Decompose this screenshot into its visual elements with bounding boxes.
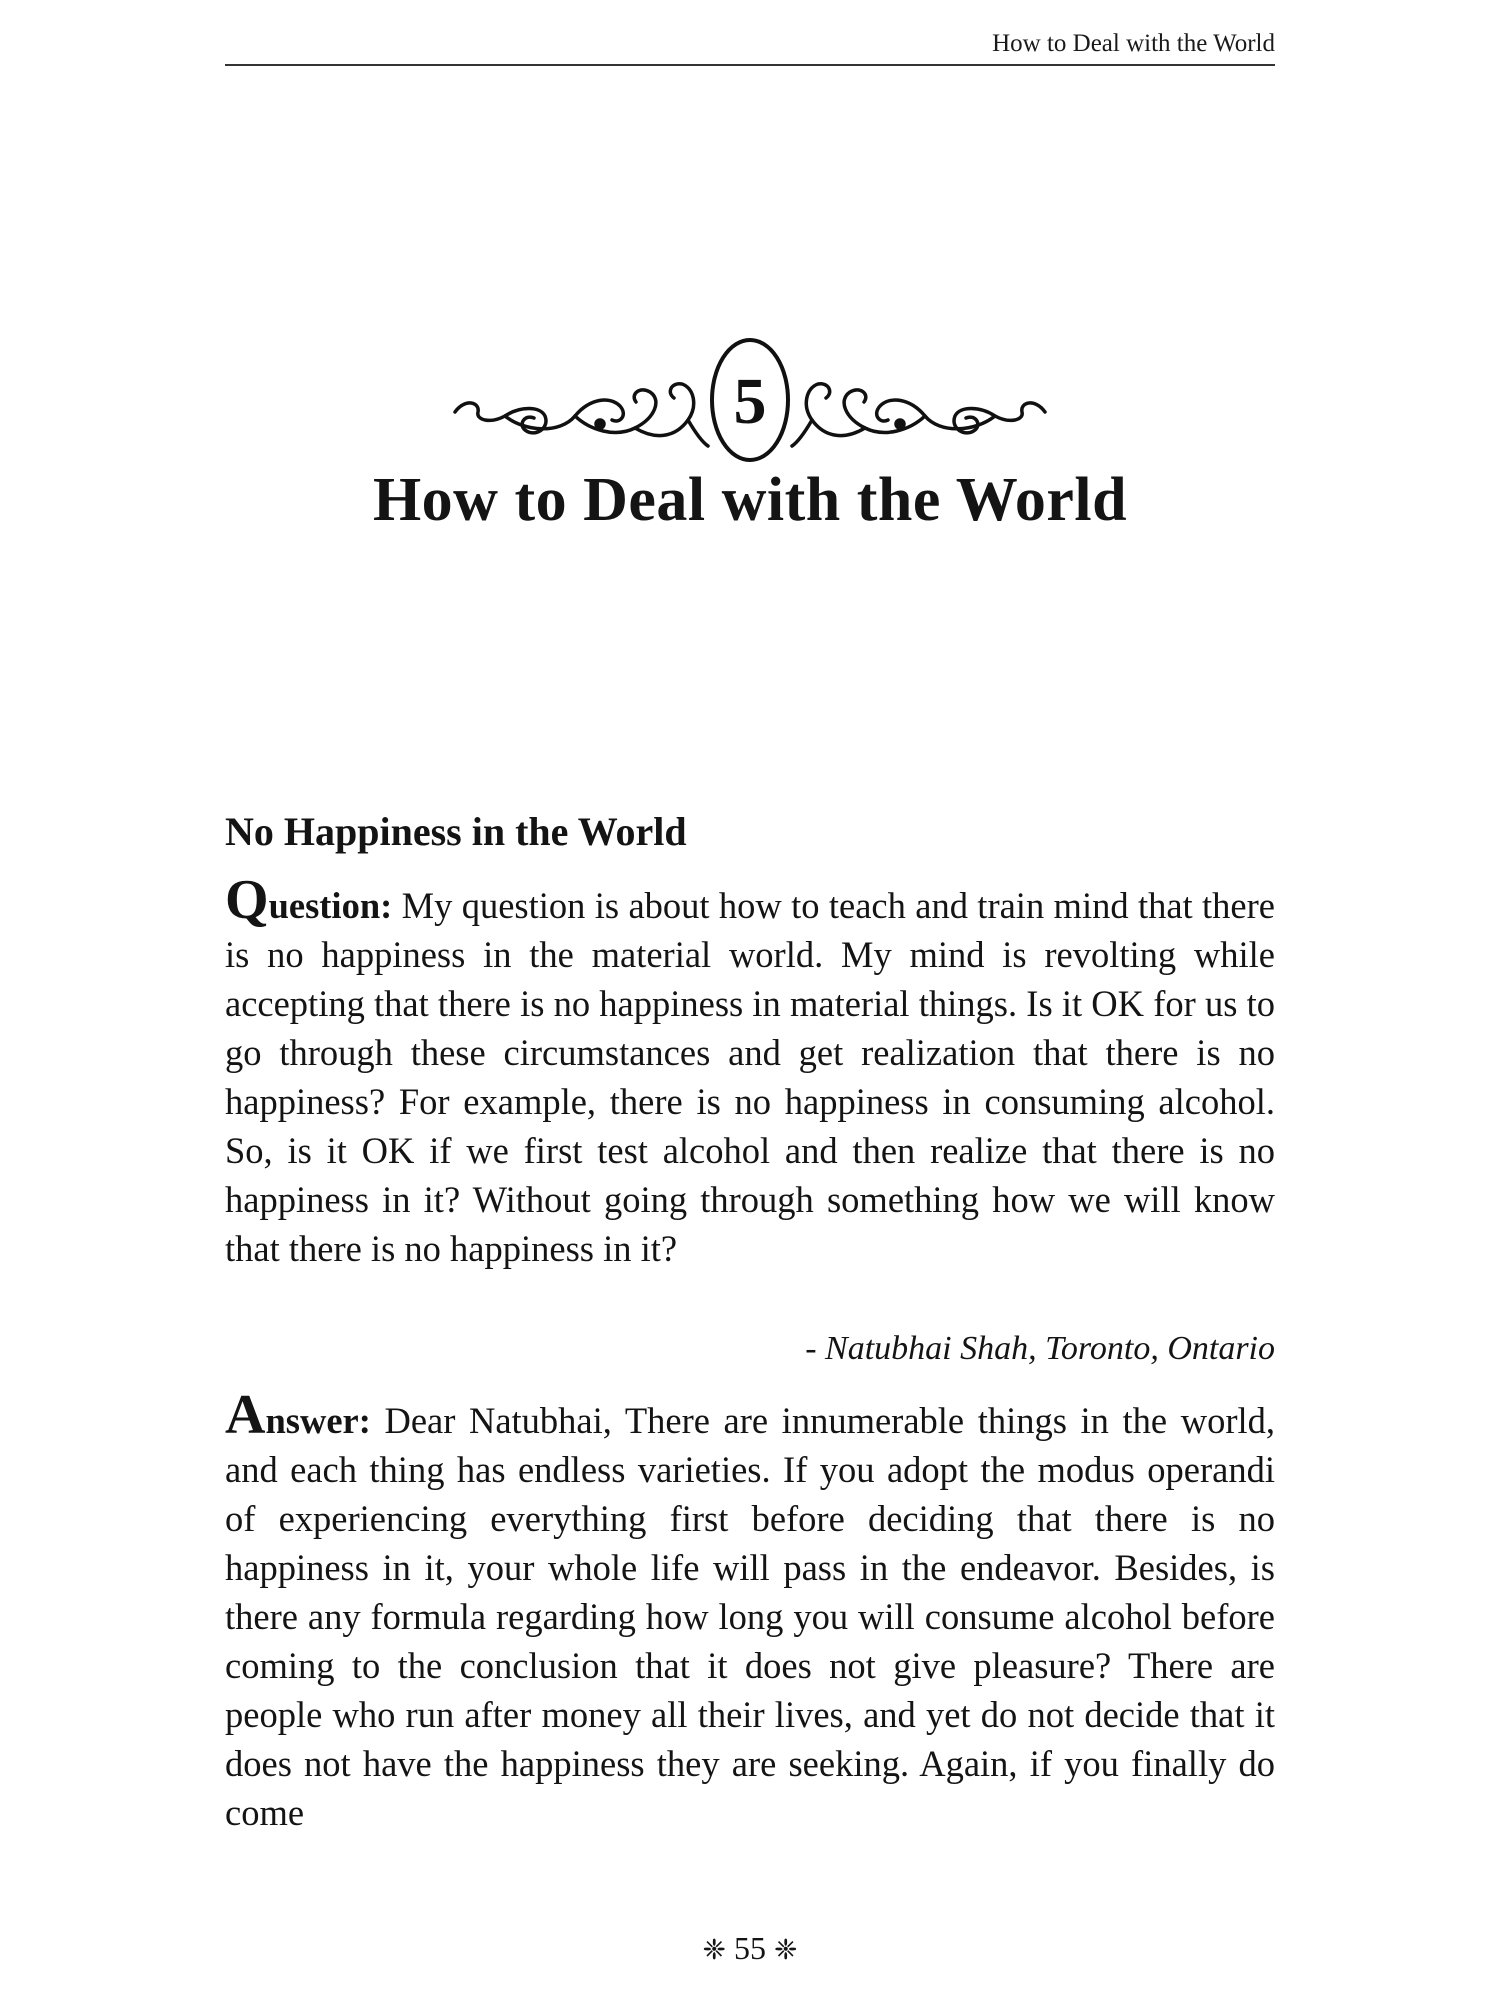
folio-right-ornament-icon: ❈	[774, 1935, 798, 1966]
running-head: How to Deal with the World	[992, 30, 1275, 57]
chapter-title: How to Deal with the World	[372, 466, 1128, 534]
question-text: My question is about how to teach and train mind that there is no happiness in the material world. My mind is revolting while accepting that there is no happiness in material things. Is it OK for us to go through these circumstances and get realization that there is no happiness? For example, there is no happiness in consuming alcohol. So, is it OK if we first test alcohol and then realize that there is no happiness in it? Without going through something how we will know that there is no happiness in it?	[225, 885, 1275, 1269]
right-flourish-icon	[792, 384, 1045, 446]
left-flourish-icon	[455, 384, 708, 446]
answer-paragraph	[225, 1384, 1275, 1837]
page-number: 55	[734, 1930, 766, 1966]
section-heading: No Happiness in the World	[225, 809, 687, 854]
answer-text: Dear Natubhai, There are innumerable things in the world, and each thing has endless varieties. If you adopt the modus operandi of experiencing everything first before deciding that there is no happiness in it, your whole life will pass in the endeavor. Besides, is there any formula regarding how long you will consume alcohol before coming to the conclusion that it does not give pleasure? There are people who run after money all their lives, and yet do not decide that it does not have the happiness they are seeking. Again, if you finally do come	[225, 1400, 1275, 1833]
folio-left-ornament-icon: ❈	[702, 1935, 726, 1966]
chapter-ornament	[450, 320, 1050, 480]
answer-label: nswer:	[265, 1400, 371, 1441]
question-label: uestion:	[268, 885, 393, 926]
header-rule	[225, 64, 1275, 66]
question-initial: Q	[225, 869, 269, 931]
question-paragraph	[225, 869, 1275, 1273]
page-folio	[225, 1930, 1275, 1967]
question-attribution: - Natubhai Shah, Toronto, Ontario	[805, 1330, 1275, 1367]
chapter-number: 5	[733, 365, 767, 438]
answer-initial: A	[225, 1384, 266, 1446]
